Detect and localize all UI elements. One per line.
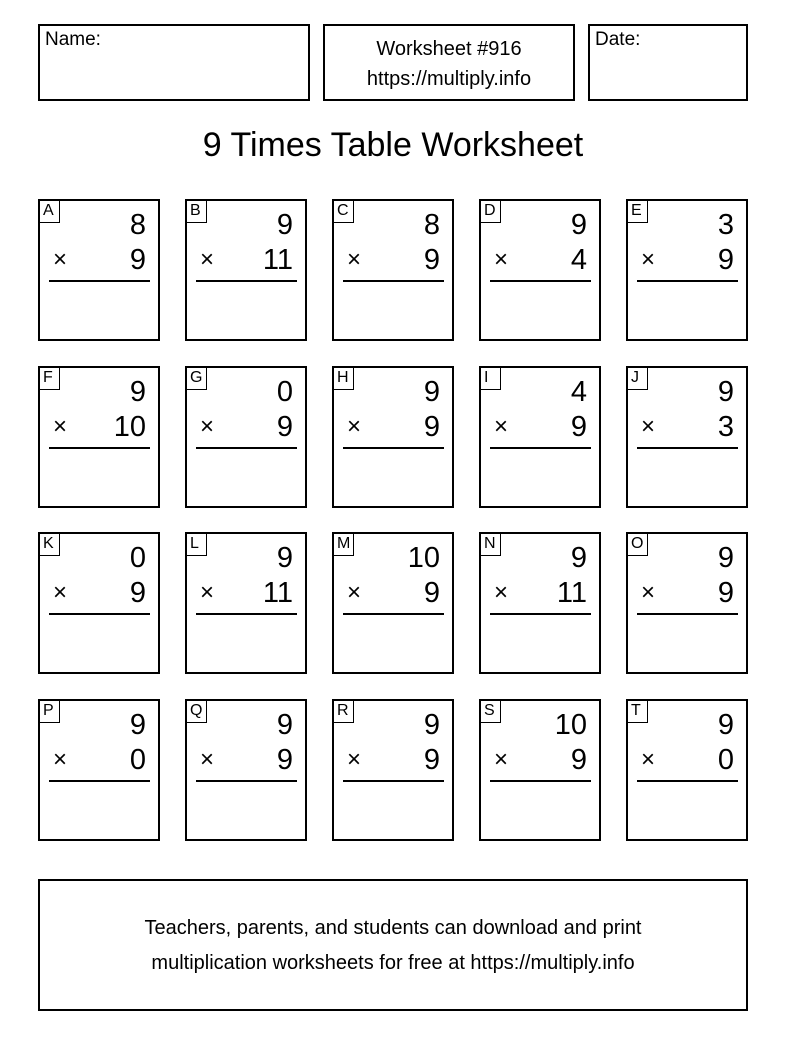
problem-card-t <box>626 699 748 841</box>
problem-card-h <box>332 366 454 508</box>
problem-card-k <box>38 532 160 674</box>
multiplicand: 9 <box>717 709 734 741</box>
multiplier: 9 <box>717 244 734 276</box>
times-sign: × <box>494 413 509 440</box>
problem-letter: H <box>334 368 354 390</box>
answer-line <box>637 780 738 782</box>
problem-letter: N <box>481 534 501 556</box>
answer-line <box>196 613 297 615</box>
answer-line <box>196 447 297 449</box>
problem-card-e <box>626 199 748 341</box>
multiplier: 0 <box>129 744 146 776</box>
times-sign: × <box>494 746 509 773</box>
multiplicand: 8 <box>129 209 146 241</box>
multiplier: 10 <box>113 411 146 443</box>
footer-box <box>38 879 748 1011</box>
multiplicand: 10 <box>407 542 440 574</box>
problem-letter: Q <box>187 701 207 723</box>
answer-line <box>196 780 297 782</box>
times-sign: × <box>347 246 362 273</box>
times-sign: × <box>347 579 362 606</box>
problem-letter: T <box>628 701 648 723</box>
problem-card-d <box>479 199 601 341</box>
answer-line <box>49 280 150 282</box>
times-sign: × <box>200 746 215 773</box>
answer-line <box>343 280 444 282</box>
multiplicand: 0 <box>129 542 146 574</box>
times-sign: × <box>641 746 656 773</box>
problem-letter: A <box>40 201 60 223</box>
times-sign: × <box>53 579 68 606</box>
multiplicand: 9 <box>717 376 734 408</box>
worksheet-number: Worksheet #916 <box>376 38 522 60</box>
answer-line <box>49 447 150 449</box>
times-sign: × <box>641 579 656 606</box>
multiplier: 9 <box>276 411 293 443</box>
problem-card-c <box>332 199 454 341</box>
problem-card-o <box>626 532 748 674</box>
website-url: https://multiply.info <box>366 68 532 90</box>
problem-card-n <box>479 532 601 674</box>
problem-letter: D <box>481 201 501 223</box>
multiplier: 9 <box>276 744 293 776</box>
times-sign: × <box>200 579 215 606</box>
problem-card-p <box>38 699 160 841</box>
multiplier: 9 <box>423 411 440 443</box>
multiplicand: 9 <box>276 542 293 574</box>
problem-letter: M <box>334 534 354 556</box>
problem-card-q <box>185 699 307 841</box>
answer-line <box>343 447 444 449</box>
answer-line <box>490 780 591 782</box>
multiplier: 11 <box>556 577 587 609</box>
answer-line <box>49 780 150 782</box>
answer-line <box>343 780 444 782</box>
times-sign: × <box>641 413 656 440</box>
answer-line <box>490 447 591 449</box>
times-sign: × <box>347 746 362 773</box>
problem-letter: B <box>187 201 207 223</box>
times-sign: × <box>494 246 509 273</box>
answer-line <box>49 613 150 615</box>
multiplier: 9 <box>570 744 587 776</box>
problem-card-f <box>38 366 160 508</box>
multiplicand: 3 <box>717 209 734 241</box>
footer-line-1: Teachers, parents, and students can download and print <box>144 917 642 939</box>
problem-grid <box>38 199 750 843</box>
times-sign: × <box>53 246 68 273</box>
times-sign: × <box>494 579 509 606</box>
multiplicand: 9 <box>276 209 293 241</box>
problem-letter: G <box>187 368 207 390</box>
date-field-box <box>588 24 748 101</box>
multiplier: 11 <box>262 244 293 276</box>
problem-card-b <box>185 199 307 341</box>
times-sign: × <box>641 246 656 273</box>
multiplier: 11 <box>262 577 293 609</box>
multiplier: 9 <box>423 244 440 276</box>
times-sign: × <box>200 246 215 273</box>
answer-line <box>637 280 738 282</box>
problem-letter: J <box>628 368 648 390</box>
problem-card-s <box>479 699 601 841</box>
multiplicand: 9 <box>717 542 734 574</box>
times-sign: × <box>347 413 362 440</box>
multiplicand: 10 <box>554 709 587 741</box>
date-label: Date: <box>595 29 641 50</box>
problem-card-m <box>332 532 454 674</box>
name-label: Name: <box>45 29 101 50</box>
page-title: 9 Times Table Worksheet <box>202 126 584 164</box>
multiplicand: 8 <box>423 209 440 241</box>
worksheet-info-box <box>323 24 575 101</box>
multiplier: 9 <box>423 744 440 776</box>
times-sign: × <box>200 413 215 440</box>
multiplicand: 0 <box>276 376 293 408</box>
problem-letter: S <box>481 701 501 723</box>
problem-letter: R <box>334 701 354 723</box>
problem-letter: P <box>40 701 60 723</box>
multiplier: 0 <box>717 744 734 776</box>
multiplier: 9 <box>423 577 440 609</box>
problem-letter: F <box>40 368 60 390</box>
answer-line <box>490 613 591 615</box>
multiplier: 3 <box>717 411 734 443</box>
problem-letter: K <box>40 534 60 556</box>
name-field-box <box>38 24 310 101</box>
problem-letter: O <box>628 534 648 556</box>
multiplier: 9 <box>129 244 146 276</box>
answer-line <box>637 447 738 449</box>
multiplicand: 9 <box>570 542 587 574</box>
problem-card-j <box>626 366 748 508</box>
problem-card-a <box>38 199 160 341</box>
problem-card-l <box>185 532 307 674</box>
problem-card-g <box>185 366 307 508</box>
multiplicand: 9 <box>129 709 146 741</box>
answer-line <box>196 280 297 282</box>
problem-letter: I <box>481 368 501 390</box>
footer-line-2: multiplication worksheets for free at https://multiply.info <box>151 952 635 974</box>
times-sign: × <box>53 413 68 440</box>
multiplier: 4 <box>570 244 587 276</box>
problem-card-r <box>332 699 454 841</box>
multiplicand: 9 <box>129 376 146 408</box>
multiplier: 9 <box>717 577 734 609</box>
multiplicand: 9 <box>423 376 440 408</box>
multiplier: 9 <box>129 577 146 609</box>
problem-letter: E <box>628 201 648 223</box>
problem-letter: C <box>334 201 354 223</box>
multiplicand: 4 <box>570 376 587 408</box>
answer-line <box>490 280 591 282</box>
times-sign: × <box>53 746 68 773</box>
multiplicand: 9 <box>570 209 587 241</box>
answer-line <box>637 613 738 615</box>
problem-letter: L <box>187 534 207 556</box>
multiplicand: 9 <box>423 709 440 741</box>
multiplier: 9 <box>570 411 587 443</box>
problem-card-i <box>479 366 601 508</box>
multiplicand: 9 <box>276 709 293 741</box>
answer-line <box>343 613 444 615</box>
